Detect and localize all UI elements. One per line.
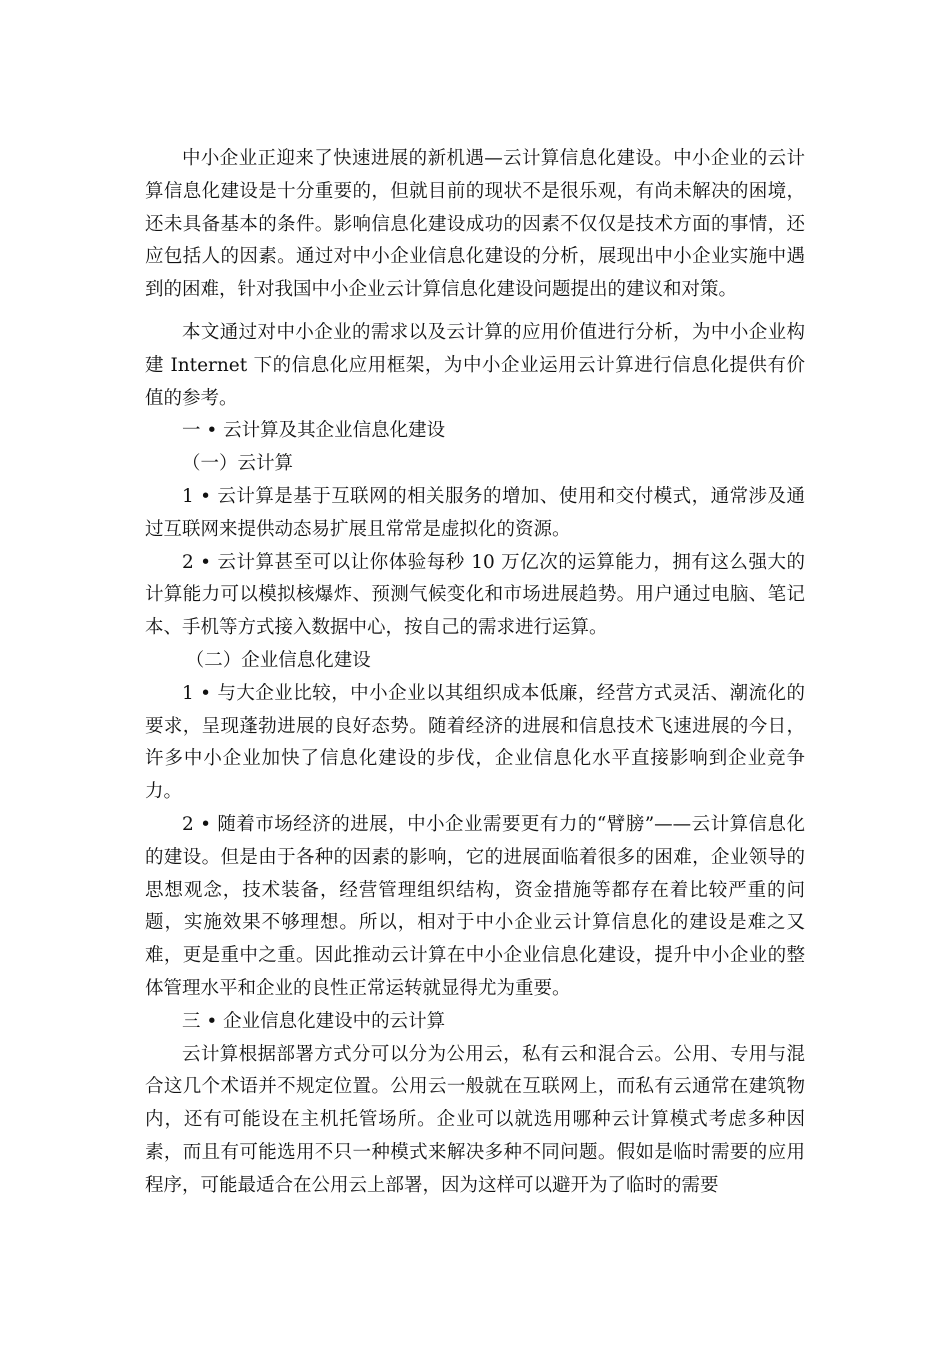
section-heading-3: 三 • 企业信息化建设中的云计算 <box>182 1010 446 1032</box>
cloud-point-1: 1 • 云计算是基于互联网的相关服务的增加、使用和交付模式，通常涉及通过互联网来提供动态易扩展且常常是虚拟化的资源。 <box>145 485 805 540</box>
document-body <box>145 143 805 1203</box>
deployment-paragraph: 云计算根据部署方式分可以分为公用云，私有云和混合云。公用、专用与混合这几个术语并不规定位置。公用云一般就在互联网上，而私有云通常在建筑物内，还有可能设在主机托管场所。企业可以就选用哪种云计算模式考虑多种因素，而且有可能选用不只一种模式来解决多种不同问题。假如是临时需要的应用程序，可能最适合在公用云上部署，因为这样可以避开为了临时的需要 <box>145 1043 805 1196</box>
section-heading-1: 一 • 云计算及其企业信息化建设 <box>182 420 446 442</box>
subsection-heading-informatization: （二）企业信息化建设 <box>185 649 371 671</box>
informatization-point-1: 1 • 与大企业比较，中小企业以其组织成本低廉，经营方式灵活、潮流化的要求，呈现蓬勃进展的良好态势。随着经济的进展和信息技术飞速进展的今日，许多中小企业加快了信息化建设的步伐，企业信息化水平直接影响到企业竞争力。 <box>145 682 805 803</box>
purpose-paragraph: 本文通过对中小企业的需求以及云计算的应用价值进行分析，为中小企业构建 Internet 下的信息化应用框架，为中小企业运用云计算进行信息化提供有价值的参考。 <box>145 321 805 409</box>
cloud-point-2: 2 • 云计算甚至可以让你体验每秒 10 万亿次的运算能力，拥有这么强大的计算能力可以模拟核爆炸、预测气候变化和市场进展趋势。用户通过电脑、笔记本、手机等方式接入数据中心，按自己的需求进行运算。 <box>145 551 805 639</box>
intro-paragraph: 中小企业正迎来了快速进展的新机遇—云计算信息化建设。中小企业的云计算信息化建设是十分重要的，但就目前的现状不是很乐观，有尚未解决的困境，还未具备基本的条件。影响信息化建设成功的因素不仅仅是技术方面的事情，还应包括人的因素。通过对中小企业信息化建设的分析，展现出中小企业实施中遇到的困难，针对我国中小企业云计算信息化建设问题提出的建议和对策。 <box>145 148 805 301</box>
informatization-point-2: 2 • 随着市场经济的进展，中小企业需要更有力的“臂膀”——云计算信息化的建设。但是由于各种的因素的影响，它的进展面临着很多的困难，企业领导的思想观念，技术装备，经营管理组织结构，资金措施等都存在着比较严重的问题，实施效果不够理想。所以，相对于中小企业云计算信息化的建设是难之又难，更是重中之重。因此推动云计算在中小企业信息化建设，提升中小企业的整体管理水平和企业的良性正常运转就显得尤为重要。 <box>145 813 805 999</box>
subsection-heading-cloud: （一）云计算 <box>182 453 294 475</box>
